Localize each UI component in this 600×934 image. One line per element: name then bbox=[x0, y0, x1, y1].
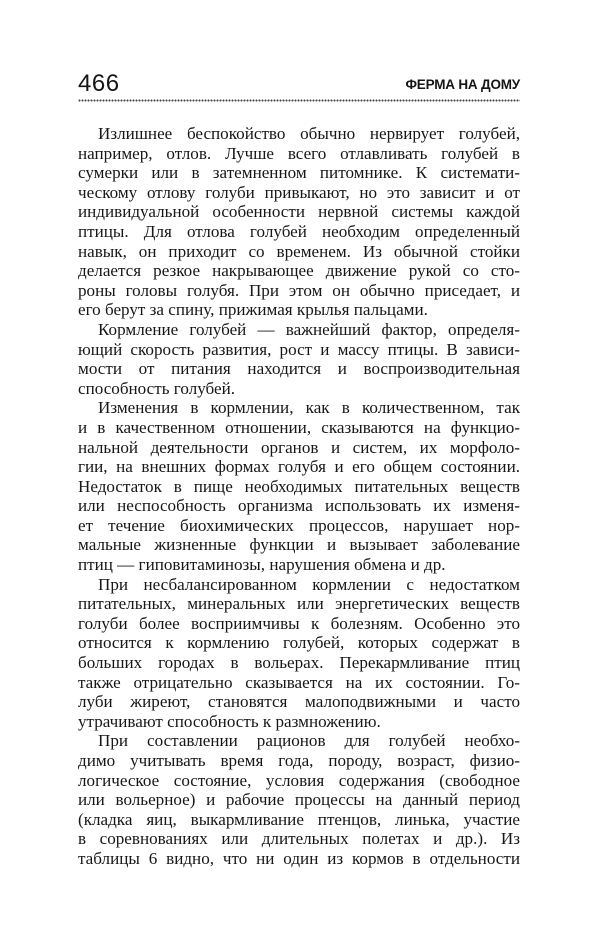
text-line: луби жиреют, становятся малоподвижными и часто bbox=[78, 692, 520, 712]
text-line: Недостаток в пище необходимых питательных веществ bbox=[78, 476, 520, 496]
text-line: и в качественном отношении, сказываются на функцио- bbox=[78, 417, 520, 437]
text-line: также отрицательно сказывается на их состоянии. Го- bbox=[78, 672, 520, 692]
text-line: птиц — гиповитаминозы, нарушения обмена и др. bbox=[78, 555, 446, 575]
text-line: мальные жизненные функции и вызывает заболевание bbox=[78, 535, 520, 555]
text-line: относится к кормлению голубей, которых содержат в bbox=[78, 633, 520, 653]
text-line: При составлении рационов для голубей необхо- bbox=[98, 731, 520, 751]
text-line: питательных, минеральных или энергетических веществ bbox=[78, 594, 520, 614]
text-line: ческому отлову голуби привыкают, но это зависит и от bbox=[78, 182, 520, 202]
text-line: навык, он приходит со временем. Из обычной стойки bbox=[78, 241, 520, 261]
header-dotted-rule bbox=[78, 99, 520, 102]
text-line: ющий скорость развития, рост и массу птицы. В зависи- bbox=[78, 339, 520, 359]
text-line: димо учитывать время года, породу, возраст, физио- bbox=[78, 751, 520, 770]
text-line: его берут за спину, прижимая крылья пальцами. bbox=[78, 300, 428, 320]
text-line: в соревнованиях или длительных полетах и др.). Из bbox=[78, 829, 520, 849]
text-line: птицы. Для отлова голубей необходим определенный bbox=[78, 221, 520, 241]
text-line: голуби более восприимчивы к болезням. Особенно это bbox=[78, 613, 520, 633]
text-line: мости от питания находится и воспроизводительная bbox=[78, 359, 520, 379]
text-line: Изменения в кормлении, как в количественном, так bbox=[98, 398, 520, 418]
text-line: (кладка яиц, выкармливание птенцов, линька, участие bbox=[78, 809, 520, 829]
page-header bbox=[78, 70, 520, 104]
page-number: 466 bbox=[78, 70, 120, 97]
body-text bbox=[78, 124, 520, 869]
text-line: логическое состояние, условия содержания (свободное bbox=[78, 770, 520, 790]
text-line: или вольерное) и рабочие процессы на данный период bbox=[78, 790, 520, 810]
text-line: индивидуальной особенности нервной системы каждой bbox=[78, 202, 520, 222]
text-line: сумерки или в затемненном питомнике. К системати- bbox=[78, 163, 520, 183]
text-line: например, отлов. Лучше всего отлавливать голубей в bbox=[78, 143, 520, 163]
running-title: ФЕРМА НА ДОМУ bbox=[405, 77, 520, 92]
text-line: или неспособность организма использовать их изменя- bbox=[78, 496, 520, 516]
text-line: При несбалансированном кормлении с недостатком bbox=[98, 574, 520, 594]
text-line: Кормление голубей — важнейший фактор, определя- bbox=[98, 319, 520, 339]
text-line: делается резкое накрывающее движение рукой со сто- bbox=[78, 261, 520, 281]
text-line: таблицы 6 видно, что ни один из кормов в отдельности bbox=[78, 848, 520, 868]
text-line: способность голубей. bbox=[78, 378, 236, 398]
text-line: утрачивают способность к размножению. bbox=[78, 711, 381, 731]
text-line: роны головы голубя. При этом он обычно приседает, и bbox=[78, 280, 520, 300]
text-line: нальной деятельности органов и систем, их морфоло- bbox=[78, 437, 520, 457]
text-line: гии, на внешних формах голубя и его общем состоянии. bbox=[78, 457, 520, 477]
text-line: больших городах в вольерах. Перекармливание птиц bbox=[78, 653, 520, 673]
text-line: ет течение биохимических процессов, нарушает нор- bbox=[78, 515, 520, 535]
text-line: Излишнее беспокойство обычно нервирует голубей, bbox=[98, 124, 520, 143]
